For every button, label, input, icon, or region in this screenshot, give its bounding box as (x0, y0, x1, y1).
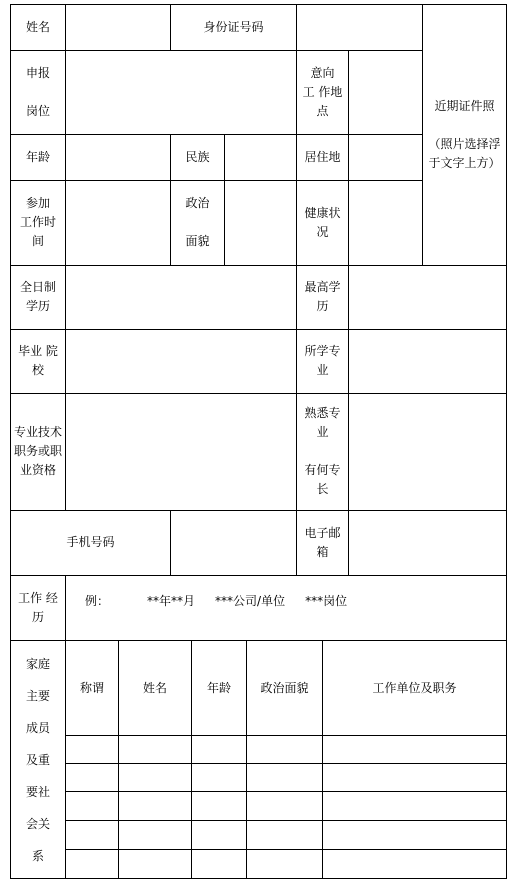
family-cell-age[interactable] (192, 764, 246, 791)
family-cell-political[interactable] (247, 821, 322, 849)
family-cell-age[interactable] (192, 821, 246, 849)
health-field[interactable] (349, 181, 422, 264)
photo-placeholder: 近期证件照 （照片选择浮 于文字上方） (428, 98, 501, 170)
expertise-field[interactable] (349, 394, 506, 509)
family-header-political: 政治面貌 (260, 680, 309, 695)
professional-title-label: 专业技术 职务或职 业资格 (13, 425, 62, 477)
family-cell-name[interactable] (119, 821, 191, 849)
graduate-school-field[interactable] (66, 330, 296, 392)
family-cell-age[interactable] (192, 736, 246, 763)
example-prefix: 例： (85, 593, 110, 608)
family-cell-political[interactable] (247, 736, 322, 763)
example-company: ***公司/单位 (215, 593, 286, 608)
family-cell-political[interactable] (247, 792, 322, 820)
name-label: 姓名 (25, 19, 50, 34)
family-cell-name[interactable] (119, 792, 191, 820)
position-field[interactable] (66, 51, 296, 133)
email-field[interactable] (349, 511, 506, 574)
work-start-label: 参加 工作时 间 (19, 196, 56, 248)
family-cell-work[interactable] (323, 850, 506, 878)
id-number-label: 身份证号码 (203, 19, 264, 34)
residence-field[interactable] (349, 135, 422, 179)
family-cell-work[interactable] (323, 821, 506, 849)
phone-field[interactable] (171, 511, 296, 574)
example-post: ***岗位 (305, 593, 348, 608)
fulltime-education-label: 全日制 学历 (19, 280, 56, 313)
highest-education-label: 最高学 历 (304, 280, 341, 313)
family-cell-relation[interactable] (66, 850, 118, 878)
family-cell-relation[interactable] (66, 764, 118, 791)
name-field[interactable] (66, 5, 170, 49)
age-label: 年龄 (25, 149, 50, 164)
family-cell-political[interactable] (247, 850, 322, 878)
phone-label: 手机号码 (66, 535, 115, 549)
health-label: 健康状 况 (304, 205, 341, 239)
ethnicity-field[interactable] (225, 135, 296, 179)
family-cell-name[interactable] (119, 850, 191, 878)
family-cell-relation[interactable] (66, 736, 118, 763)
major-label: 所学专 业 (304, 344, 341, 377)
work-experience-label: 工作 经 历 (18, 590, 58, 624)
graduate-school-label: 毕业 院 校 (18, 344, 58, 377)
work-location-label: 意向 工 作地 点 (302, 65, 343, 118)
fulltime-education-field[interactable] (66, 266, 296, 328)
family-cell-work[interactable] (323, 792, 506, 820)
family-cell-age[interactable] (192, 850, 246, 878)
family-cell-political[interactable] (247, 764, 322, 791)
family-label: 家庭 主要 成员 及重 要社 会关 系 (25, 656, 50, 863)
example-date: **年**月 (147, 593, 196, 608)
position-label: 申报 岗位 (25, 65, 50, 118)
work-experience-field[interactable] (66, 626, 506, 639)
id-number-field[interactable] (297, 5, 422, 49)
political-status-field[interactable] (225, 181, 296, 264)
family-header-work: 工作单位及职务 (372, 680, 457, 695)
professional-title-field[interactable] (66, 394, 296, 509)
grid-line (10, 878, 507, 879)
expertise-label: 熟悉专 业 有何专 长 (304, 406, 341, 496)
work-start-field[interactable] (66, 181, 170, 264)
family-cell-age[interactable] (192, 792, 246, 820)
family-header-name: 姓名 (142, 680, 167, 695)
residence-label: 居住地 (304, 149, 341, 164)
family-cell-relation[interactable] (66, 792, 118, 820)
family-cell-name[interactable] (119, 764, 191, 791)
family-cell-relation[interactable] (66, 821, 118, 849)
family-cell-name[interactable] (119, 736, 191, 763)
email-label: 电子邮 箱 (304, 525, 341, 559)
family-header-age: 年龄 (206, 680, 231, 695)
ethnicity-label: 民族 (185, 149, 210, 164)
political-status-label: 政治 面貌 (185, 196, 210, 248)
age-field[interactable] (66, 135, 170, 179)
major-field[interactable] (349, 330, 506, 392)
highest-education-field[interactable] (349, 266, 506, 328)
grid-line (506, 4, 507, 879)
work-location-field[interactable] (349, 51, 422, 133)
family-cell-work[interactable] (323, 764, 506, 791)
family-cell-work[interactable] (323, 736, 506, 763)
work-experience-example (85, 576, 385, 626)
family-header-relation: 称谓 (79, 680, 104, 695)
